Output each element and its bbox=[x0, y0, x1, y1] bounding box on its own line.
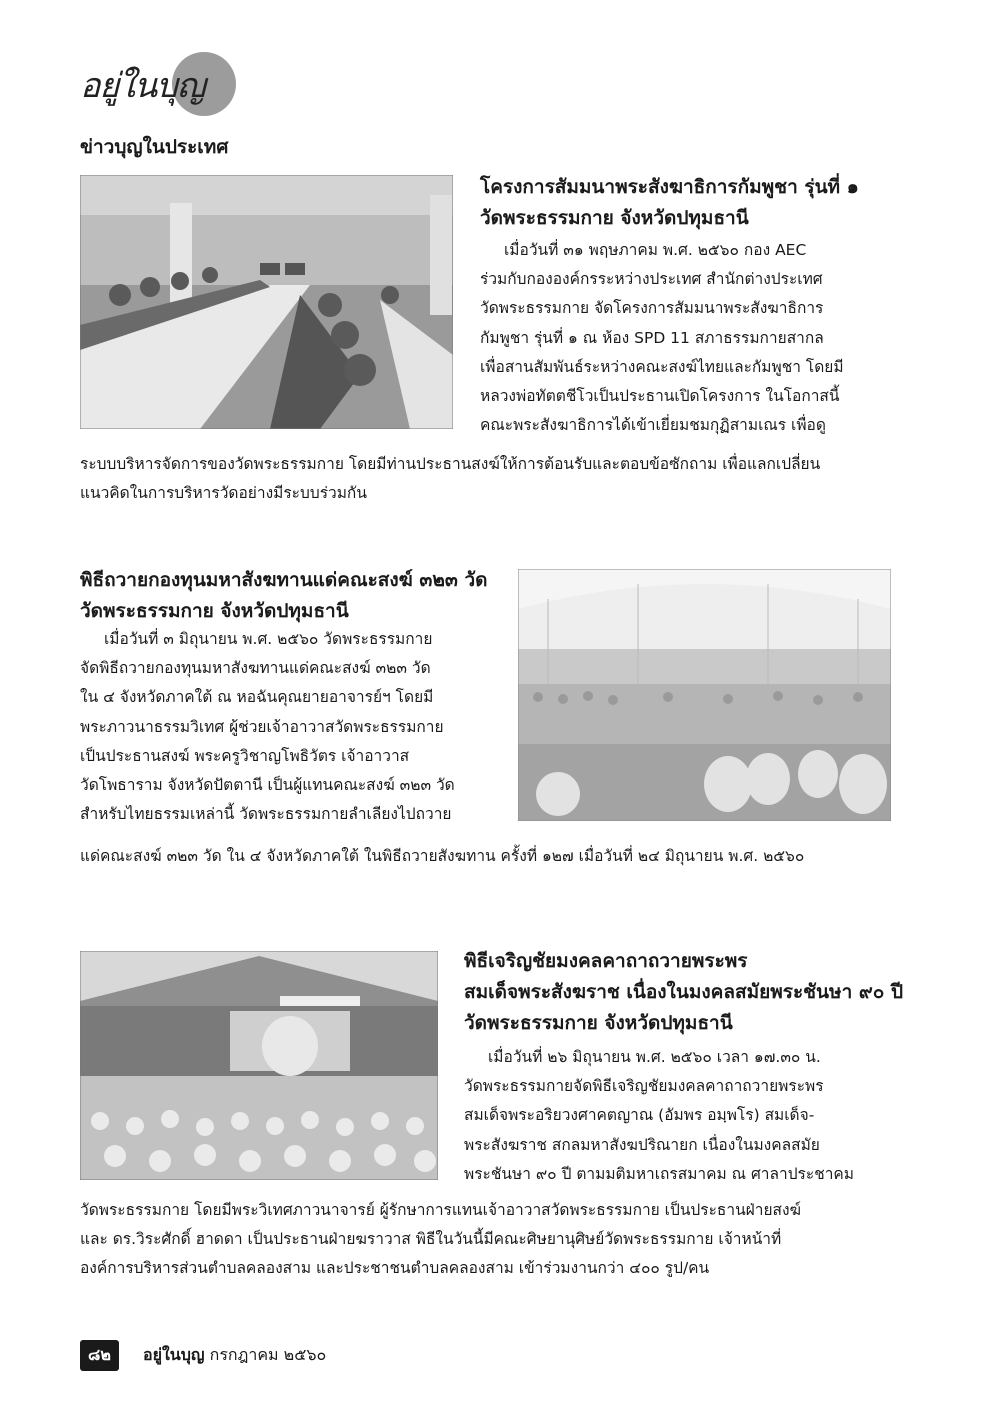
magazine-logo bbox=[80, 52, 240, 122]
article-1-title bbox=[480, 172, 859, 234]
body-line: เพื่อสานสัมพันธ์ระหว่างคณะสงฆ์ไทยและกัมพูชา โดยมี bbox=[480, 357, 844, 376]
article-1-photo bbox=[80, 175, 453, 429]
footer-magazine-name: อยู่ในบุญ bbox=[143, 1345, 205, 1364]
article-2-full-text bbox=[80, 842, 892, 871]
body-line: ระบบบริหารจัดการของวัดพระธรรมกาย โดยมีท่านประธานสงฆ์ให้การต้อนรับและตอบข้อซักถาม เพื่อแลกเปลี่ยน bbox=[80, 455, 821, 473]
article-3-photo bbox=[80, 951, 438, 1180]
page-number: ๘๒ bbox=[80, 1340, 119, 1371]
article-3-title bbox=[464, 946, 903, 1039]
body-line: ใน ๔ จังหวัดภาคใต้ ณ หอฉันคุณยายอาจารย์ฯ โดยมี bbox=[80, 688, 434, 707]
body-line: แด่คณะสงฆ์ ๓๒๓ วัด ใน ๔ จังหวัดภาคใต้ ในพิธีถวายสังฆทาน ครั้งที่ ๑๒๗ เมื่อวันที่ ๒๔ มิถุนายน พ.ศ. ๒๕๖๐ bbox=[80, 847, 805, 865]
article-title-line: วัดพระธรรมกาย จังหวัดปทุมธานี bbox=[480, 207, 749, 229]
footer-issue-date: กรกฎาคม ๒๕๖๐ bbox=[209, 1345, 327, 1364]
body-line: เมื่อวันที่ ๓๑ พฤษภาคม พ.ศ. ๒๕๖๐ กอง AEC bbox=[504, 241, 807, 259]
body-line: พระภาวนาธรรมวิเทศ ผู้ช่วยเจ้าอาวาสวัดพระธรรมกาย bbox=[80, 717, 444, 736]
article-title-line: วัดพระธรรมกาย จังหวัดปทุมธานี bbox=[80, 600, 349, 622]
body-line: ร่วมกับกององค์กรระหว่างประเทศ สำนักต่างประเทศ bbox=[480, 270, 823, 289]
article-title-line: วัดพระธรรมกาย จังหวัดปทุมธานี bbox=[464, 1012, 733, 1034]
body-line: เป็นประธานสงฆ์ พระครูวิชาญโพธิวัตร เจ้าอาวาส bbox=[80, 746, 410, 765]
article-1-full-text bbox=[80, 450, 892, 508]
body-line: วัดพระธรรมกายจัดพิธีเจริญชัยมงคลคาถาถวายพระพร bbox=[464, 1077, 824, 1096]
body-line: หลวงพ่อทัตตชีโวเป็นประธานเปิดโครงการ ในโอกาสนี้ bbox=[480, 387, 840, 406]
body-line: จัดพิธีถวายกองทุนมหาสังฆทานแด่คณะสงฆ์ ๓๒๓ วัด bbox=[80, 659, 431, 678]
footer-issue bbox=[143, 1343, 326, 1368]
body-line: คณะพระสังฆาธิการได้เข้าเยี่ยมชมกุฏิสามเณร เพื่อดู bbox=[480, 416, 826, 435]
body-line: แนวคิดในการบริหารวัดอย่างมีระบบร่วมกัน bbox=[80, 484, 367, 503]
body-line: วัดโพธาราม จังหวัดปัตตานี เป็นผู้แทนคณะสงฆ์ ๓๒๓ วัด bbox=[80, 776, 455, 795]
body-line: สำหรับไทยธรรมเหล่านี้ วัดพระธรรมกายลำเลียงไปถวาย bbox=[80, 805, 452, 824]
body-line: วัดพระธรรมกาย จัดโครงการสัมมนาพระสังฆาธิการ bbox=[480, 299, 824, 318]
article-2-title bbox=[80, 565, 488, 627]
body-line: พระชันษา ๙๐ ปี ตามมติมหาเถรสมาคม ณ ศาลาประชาคม bbox=[464, 1164, 854, 1183]
article-2-photo bbox=[518, 569, 891, 821]
section-title: ข่าวบุญในประเทศ bbox=[80, 136, 229, 158]
body-line: องค์การบริหารส่วนตำบลคลองสาม และประชาชนตำบลคลองสาม เข้าร่วมงานกว่า ๔๐๐ รูป/คน bbox=[80, 1259, 710, 1278]
body-line: วัดพระธรรมกาย โดยมีพระวิเทศภาวนาจารย์ ผู้รักษาการแทนเจ้าอาวาสวัดพระธรรมกาย เป็นประธานฝ่ายสงฆ์ bbox=[80, 1201, 802, 1219]
article-1-side-text bbox=[480, 236, 892, 440]
body-line: เมื่อวันที่ ๒๖ มิถุนายน พ.ศ. ๒๕๖๐ เวลา ๑๗.๓๐ น. bbox=[488, 1048, 821, 1066]
meeting-room-photo bbox=[80, 175, 453, 429]
article-3-full-text bbox=[80, 1196, 892, 1284]
article-2-side-text bbox=[80, 625, 492, 829]
body-line: พระสังฆราช สกลมหาสังฆปริณายก เนื่องในมงคลสมัย bbox=[464, 1135, 820, 1154]
article-title-line: พิธีถวายกองทุนมหาสังฆทานแด่คณะสงฆ์ ๓๒๓ วัด bbox=[80, 569, 488, 591]
logo-text: อยู่ในบุญ bbox=[80, 66, 205, 106]
article-title-line: พิธีเจริญชัยมงคลคาถาถวายพระพร bbox=[464, 950, 748, 972]
body-line: เมื่อวันที่ ๓ มิถุนายน พ.ศ. ๒๕๖๐ วัดพระธรรมกาย bbox=[104, 630, 433, 648]
article-title-line: โครงการสัมมนาพระสังฆาธิการกัมพูชา รุ่นที่ ๑ bbox=[480, 176, 859, 198]
article-3-side-text bbox=[464, 1043, 892, 1189]
article-title-line: สมเด็จพระสังฆราช เนื่องในมงคลสมัยพระชันษา ๙๐ ปี bbox=[464, 981, 904, 1003]
body-line: และ ดร.วิระศักดิ์ ฮาดดา เป็นประธานฝ่ายฆราวาส พิธีในวันนี้มีคณะศิษยานุศิษย์วัดพระธรรมกาย เจ้าหน้าที่ bbox=[80, 1230, 782, 1249]
ceremony-hall-photo bbox=[80, 951, 438, 1180]
assembly-hall-photo bbox=[518, 569, 891, 821]
body-line: กัมพูชา รุ่นที่ ๑ ณ ห้อง SPD 11 สภาธรรมกายสากล bbox=[480, 328, 824, 347]
body-line: สมเด็จพระอริยวงศาคตญาณ (อัมพร อมฺพโร) สมเด็จ- bbox=[464, 1106, 815, 1125]
